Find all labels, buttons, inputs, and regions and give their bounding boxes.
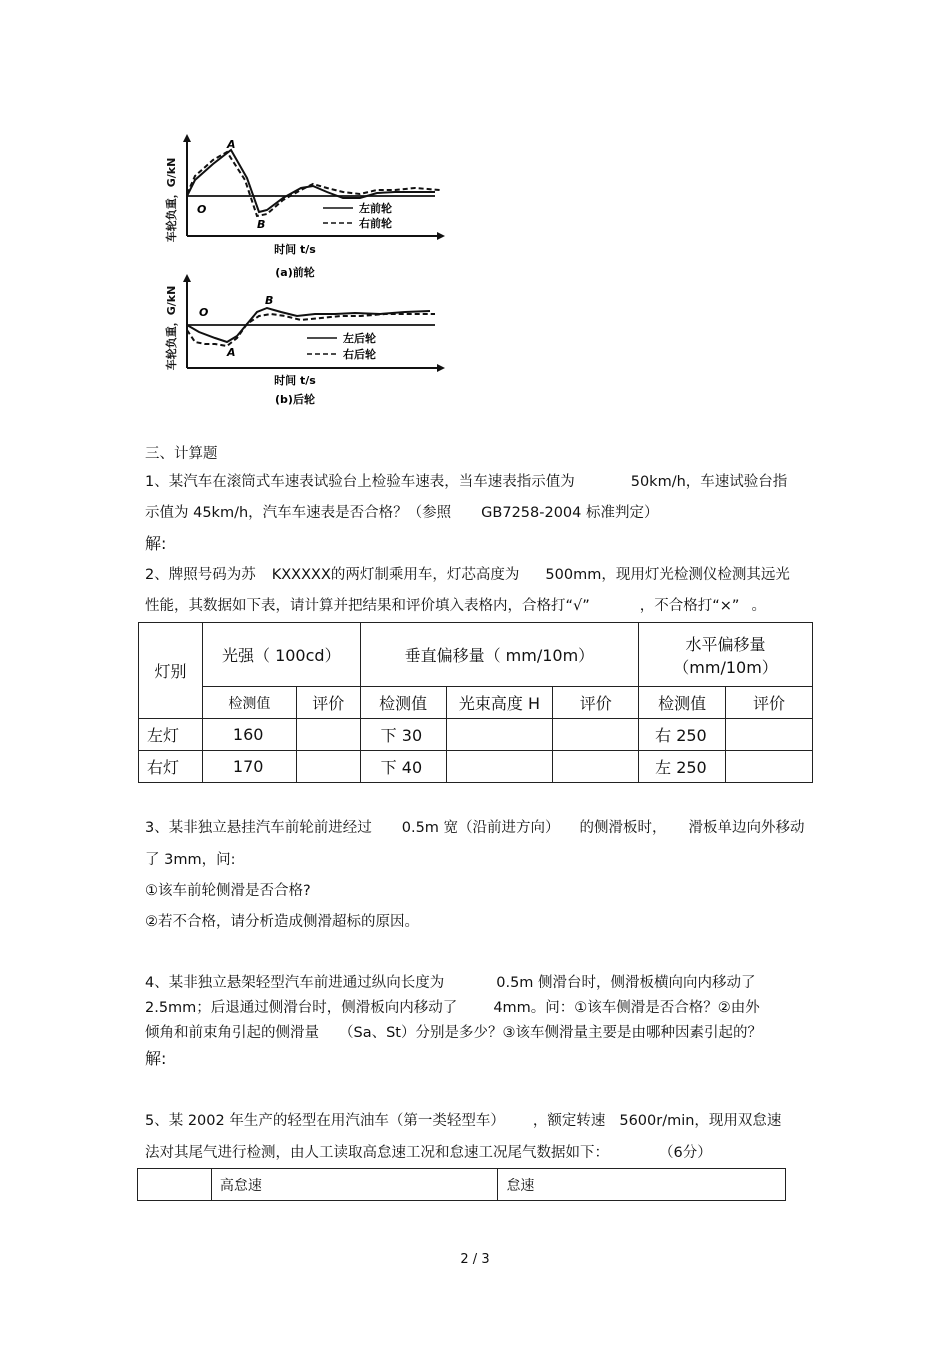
cell-beam-height[interactable] [446,751,553,783]
q5-text: 5、某 2002 年生产的轻型在用汽油车（第一类轻型车） [145,1113,505,1129]
q1-line-2 [145,504,658,522]
header-horizontal-line-1: 水平偏移量 [685,634,766,654]
q5-text: 法对其尾气进行检测，由人工读取高怠速工况和怠速工况尾气数据如下： [145,1145,609,1161]
q4-text: 4mm。问：①该车侧滑是否合格？②由外 [493,1000,760,1016]
x-axis-label: 时间 t/s [274,374,316,387]
q3-line-2: 了 3mm，问: [145,852,236,868]
cell-lamp: 左灯 [139,719,203,751]
cell-vertical-eval[interactable] [553,751,639,783]
point-label-b: B [257,218,266,231]
q4-text: 2.5mm；后退通过侧滑台时，侧滑板向内移动了 [145,1000,458,1016]
q2-text: 2、牌照号码为苏 [145,567,256,583]
q1-answer: 解: [145,534,167,553]
cell-horizontal: 左 250 [639,751,726,783]
section-title: 三、计算题 [145,446,218,462]
header-horizontal-line-2: （mm/10m） [673,657,778,677]
q2-text: KXXXXX的两灯制乘用车，灯芯高度为 [271,567,520,583]
q3-line-4: ②若不合格，请分析造成侧滑超标的原因。 [145,914,419,930]
q3-line-1 [145,819,805,837]
cell-intensity-eval[interactable] [296,719,360,751]
q4-line-3 [145,1024,762,1042]
legend-left-front: 左前轮 [359,202,392,215]
q1-text: 1、某汽车在滚筒式车速表试验台上检验车速表，当车速表指示值为 [145,474,575,490]
point-label-o: O [197,203,207,216]
q5-line-2 [145,1144,712,1162]
headlight-table [138,622,813,783]
q2-text: 。 [751,598,766,614]
sub-beam-height: 光束高度 H [446,687,553,719]
cell-intensity: 170 [202,751,296,783]
q5-text: 5600r/min，现用双怠速 [619,1113,782,1129]
y-axis-label: 车轮负重，G/kN [165,157,178,243]
q3-line-3: ①该车前轮侧滑是否合格? [145,883,311,899]
q1-text: GB7258-2004 标准判定） [481,505,659,521]
table-row [139,751,813,783]
header-lamp: 灯别 [139,623,203,719]
cell-vertical: 下 30 [360,719,446,751]
cell-vertical: 下 40 [360,751,446,783]
x-axis-label: 时间 t/s [274,243,316,256]
header-intensity: 光强（ 100cd） [202,623,360,687]
header-high-idle: 高怠速 [211,1169,498,1201]
sub-measured: 检测值 [639,687,726,719]
q1-text: 50km/h，车速试验台指 [630,474,788,490]
q4-line-1 [145,974,756,992]
cell-beam-height[interactable] [446,719,553,751]
cell-horizontal-eval[interactable] [726,751,813,783]
point-label-a: A [227,138,236,151]
q2-text: 性能，其数据如下表，请计算并把结果和评价填入表格内，合格打“√” [145,598,590,614]
q4-answer: 解: [145,1049,167,1068]
header-horizontal [639,623,813,687]
header-vertical: 垂直偏移量（ mm/10m） [360,623,638,687]
y-axis-label: 车轮负重，G/kN [165,285,178,371]
point-label-b: B [265,294,274,307]
cell-horizontal: 右 250 [639,719,726,751]
cell-lamp: 右灯 [139,751,203,783]
sub-eval: 评价 [296,687,360,719]
sub-measured: 检测值 [202,687,296,719]
q3-text: 的侧滑板时， [579,820,667,836]
figure-rear-wheel [155,268,455,413]
figure-caption: (b)后轮 [275,393,315,406]
q1-text: 示值为 45km/h，汽车车速表是否合格？（参照 [145,505,452,521]
q2-line-2 [145,597,766,615]
sub-measured: 检测值 [360,687,446,719]
q2-text: 500mm，现用灯光检测仪检测其远光 [545,567,790,583]
q5-line-1 [145,1112,781,1130]
q2-text: ，不合格打“×” [639,598,740,614]
table-row [139,719,813,751]
legend-left-rear: 左后轮 [343,332,376,345]
legend-right-front: 右前轮 [359,217,392,230]
q4-line-2 [145,999,760,1017]
emission-table [137,1168,786,1201]
sub-eval: 评价 [553,687,639,719]
q2-line-1 [145,566,790,584]
cell-horizontal-eval[interactable] [726,719,813,751]
q3-text: 0.5m 宽（沿前进方向） [401,820,560,836]
header-idle: 怠速 [498,1169,786,1201]
q4-text: 0.5m 侧滑台时，侧滑板横向向内移动了 [496,975,756,991]
point-label-a: A [227,346,236,359]
page-number: 2 / 3 [460,1252,490,1267]
q1-line-1 [145,473,787,491]
q4-text: （Sa、St）分别是多少？③该车侧滑量主要是由哪种因素引起的？ [339,1025,762,1041]
q3-text: 3、某非独立悬挂汽车前轮前进经过 [145,820,372,836]
point-label-o: O [199,306,209,319]
q3-text: 滑板单边向外移动 [688,820,805,836]
legend-right-rear: 右后轮 [343,348,376,361]
cell-intensity-eval[interactable] [296,751,360,783]
emission-corner-cell [138,1169,212,1201]
cell-vertical-eval[interactable] [553,719,639,751]
sub-eval: 评价 [726,687,813,719]
q4-text: 4、某非独立悬架轻型汽车前进通过纵向长度为 [145,975,445,991]
cell-intensity: 160 [202,719,296,751]
q5-text: ，额定转速 [532,1113,606,1129]
figure-front-wheel [155,128,455,288]
figure-caption: (a)前轮 [275,266,315,279]
q5-text: （6分） [659,1145,712,1161]
q4-text: 倾角和前束角引起的侧滑量 [145,1025,319,1041]
